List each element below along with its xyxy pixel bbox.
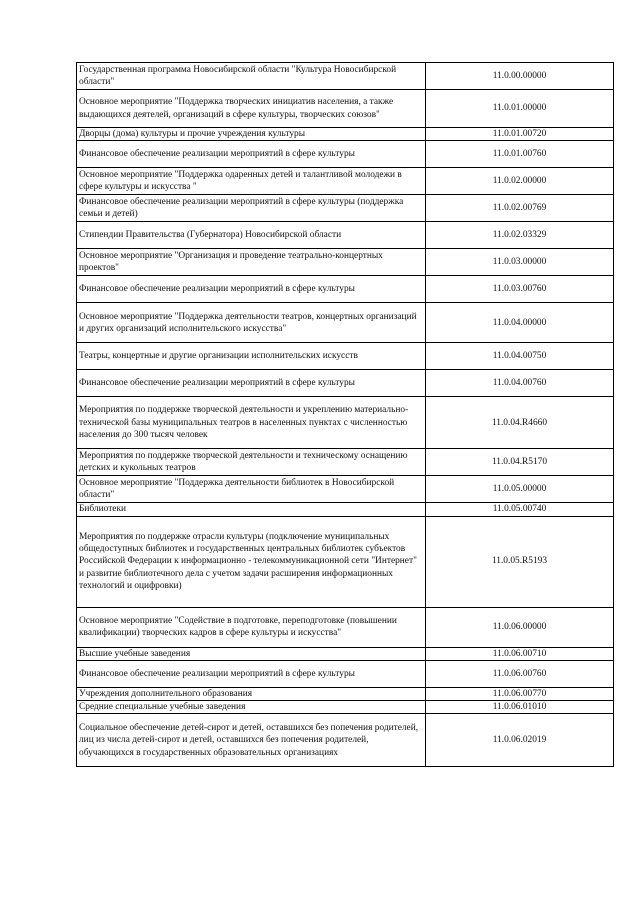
- row-name-cell: Финансовое обеспечение реализации мероприятий в сфере культуры: [77, 660, 426, 687]
- table-row: [77, 503, 614, 516]
- row-code-cell: 11.0.01.00760: [426, 141, 614, 168]
- row-name-cell: Основное мероприятие "Поддержка одаренных детей и талантливой молодежи в сфере культуры и искусства ": [77, 168, 426, 195]
- table-row: [77, 714, 614, 767]
- row-code-cell: 11.0.06.02019: [426, 714, 614, 767]
- row-name-cell: Финансовое обеспечение реализации мероприятий в сфере культуры: [77, 141, 426, 168]
- row-name-cell: Театры, концертные и другие организации исполнительских искусств: [77, 343, 426, 370]
- table-row: [77, 449, 614, 476]
- row-code-cell: 11.0.04.00750: [426, 343, 614, 370]
- table-row: [77, 476, 614, 503]
- row-name-cell: Социальное обеспечение детей-сирот и детей, оставшихся без попечения родителей, лиц из числа детей-сирот и детей, оставшихся без попечения родителей, обучающихся в государственных образовательных организациях: [77, 714, 426, 767]
- row-name-cell: Финансовое обеспечение реализации мероприятий в сфере культуры: [77, 370, 426, 397]
- table-row: [77, 397, 614, 449]
- table-row: [77, 249, 614, 276]
- table-row: [77, 607, 614, 647]
- row-code-cell: 11.0.06.00770: [426, 687, 614, 700]
- budget-classification-table: [76, 62, 614, 767]
- table-row: [77, 647, 614, 660]
- row-code-cell: 11.0.02.03329: [426, 222, 614, 249]
- row-code-cell: 11.0.06.00000: [426, 607, 614, 647]
- row-code-cell: 11.0.01.00000: [426, 90, 614, 128]
- row-code-cell: 11.0.06.00710: [426, 647, 614, 660]
- row-code-cell: 11.0.01.00720: [426, 128, 614, 141]
- table-row: [77, 90, 614, 128]
- table-row: [77, 516, 614, 607]
- row-code-cell: 11.0.00.00000: [426, 63, 614, 90]
- row-code-cell: 11.0.06.01010: [426, 701, 614, 714]
- table-row: [77, 660, 614, 687]
- row-name-cell: Основное мероприятие "Поддержка творческих инициатив населения, а также выдающихся деятелей, организаций в сфере культуры, творческих союзов": [77, 90, 426, 128]
- row-code-cell: 11.0.03.00000: [426, 249, 614, 276]
- row-code-cell: 11.0.04.00760: [426, 370, 614, 397]
- table-body: [77, 63, 614, 767]
- row-name-cell: Мероприятия по поддержке отрасли культуры (подключение муниципальных общедоступных библиотек и государственных центральных библиотек субъектов Российской Федерации к информационно - телекоммуникационной сети "Интернет" и развитие библиотечного дела с учетом задачи расширения информационных технологий и оцифровки): [77, 516, 426, 607]
- table-row: [77, 168, 614, 195]
- row-name-cell: Учреждения дополнительного образования: [77, 687, 426, 700]
- row-name-cell: Финансовое обеспечение реализации мероприятий в сфере культуры (поддержка семьи и детей): [77, 195, 426, 222]
- row-name-cell: Средние специальные учебные заведения: [77, 701, 426, 714]
- row-name-cell: Дворцы (дома) культуры и прочие учреждения культуры: [77, 128, 426, 141]
- row-name-cell: Библиотеки: [77, 503, 426, 516]
- row-code-cell: 11.0.06.00760: [426, 660, 614, 687]
- table-row: [77, 343, 614, 370]
- row-code-cell: 11.0.03.00760: [426, 276, 614, 303]
- table-row: [77, 370, 614, 397]
- row-name-cell: Высшие учебные заведения: [77, 647, 426, 660]
- row-name-cell: Стипендии Правительства (Губернатора) Новосибирской области: [77, 222, 426, 249]
- row-code-cell: 11.0.04.00000: [426, 303, 614, 343]
- row-name-cell: Основное мероприятие "Содействие в подготовке, переподготовке (повышении квалификации) творческих кадров в сфере культуры и искусства": [77, 607, 426, 647]
- table-row: [77, 222, 614, 249]
- row-code-cell: 11.0.05.00740: [426, 503, 614, 516]
- row-name-cell: Мероприятия по поддержке творческой деятельности и укреплению материально-технической базы муниципальных театров в населенных пунктах с численностью населения до 300 тысяч человек: [77, 397, 426, 449]
- table-row: [77, 303, 614, 343]
- row-name-cell: Государственная программа Новосибирской области "Культура Новосибирской области": [77, 63, 426, 90]
- row-code-cell: 11.0.05.R5193: [426, 516, 614, 607]
- row-name-cell: Основное мероприятие "Поддержка деятельности библиотек в Новосибирской области": [77, 476, 426, 503]
- table-row: [77, 701, 614, 714]
- row-code-cell: 11.0.02.00769: [426, 195, 614, 222]
- table-row: [77, 128, 614, 141]
- table-row: [77, 63, 614, 90]
- row-name-cell: Основное мероприятие "Поддержка деятельности театров, концертных организаций и других организаций исполнительского искусства": [77, 303, 426, 343]
- table-row: [77, 276, 614, 303]
- row-code-cell: 11.0.05.00000: [426, 476, 614, 503]
- table-row: [77, 141, 614, 168]
- row-code-cell: 11.0.04.R5170: [426, 449, 614, 476]
- row-name-cell: Финансовое обеспечение реализации мероприятий в сфере культуры: [77, 276, 426, 303]
- row-name-cell: Основное мероприятие "Организация и проведение театрально-концертных проектов": [77, 249, 426, 276]
- row-name-cell: Мероприятия по поддержке творческой деятельности и техническому оснащению детских и кукольных театров: [77, 449, 426, 476]
- row-code-cell: 11.0.04.R4660: [426, 397, 614, 449]
- row-code-cell: 11.0.02.00000: [426, 168, 614, 195]
- table-row: [77, 195, 614, 222]
- table-row: [77, 687, 614, 700]
